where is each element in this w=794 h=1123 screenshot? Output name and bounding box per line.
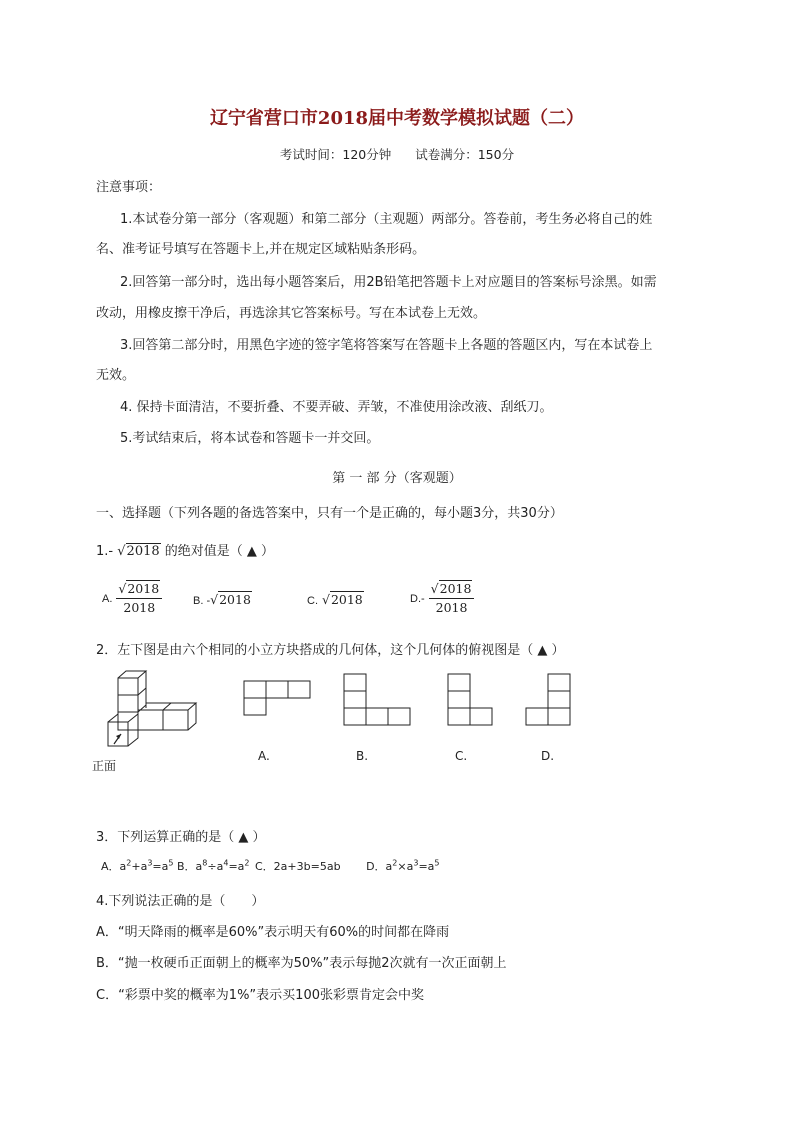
q1-prefix: 1.- xyxy=(96,544,114,559)
q1-d-denominator: 2018 xyxy=(435,600,468,615)
note-line-8: 5.考试结束后，将本试卷和答题卡一并交回。 xyxy=(120,431,380,446)
exam-score: 试卷满分：150分 xyxy=(415,147,515,162)
q3-option-b: B．$a^8\div a^4=a^2$ xyxy=(176,858,250,873)
q1-b-radicand: 2018 xyxy=(219,592,251,607)
q1-option-c xyxy=(307,592,364,607)
question-3: 3．下列运算正确的是（ ▲ ） xyxy=(96,830,266,845)
q1-d-numerator: 2018 xyxy=(439,581,472,596)
note-line-5: 3.回答第二部分时，用黑色字迹的签字笔将答案写在答题卡上各题的答题区内，写在本试卷上 xyxy=(120,338,653,353)
q2-view-c xyxy=(447,673,497,729)
q1-suffix: 的绝对值是（ ▲ ） xyxy=(164,544,275,559)
radical-icon: √ xyxy=(430,581,439,596)
q1-c-label: C. xyxy=(307,595,318,607)
radical-icon: √ xyxy=(210,592,219,607)
q4-option-a: A．“明天降雨的概率是60%”表示明天有60%的时间都在降雨 xyxy=(96,925,450,940)
notes-heading: 注意事项： xyxy=(96,180,162,195)
question-2: 2．左下图是由六个相同的小立方块搭成的几何体，这个几何体的俯视图是（ ▲ ） xyxy=(96,643,565,658)
note-line-4: 改动，用橡皮擦干净后，再选涂其它答案标号。写在本试卷上无效。 xyxy=(96,306,487,321)
q1-radicand: 2018 xyxy=(126,544,160,559)
q1-a-denominator: 2018 xyxy=(123,600,156,615)
q2-view-b xyxy=(343,673,415,729)
q1-c-radicand: 2018 xyxy=(330,592,363,607)
q3-option-d: D．$a^2\times a^3=a^5$ xyxy=(366,858,440,873)
question-1 xyxy=(96,540,274,559)
radical-icon: √ xyxy=(117,544,126,559)
q2-front-label: 正面 xyxy=(92,759,117,773)
q1-a-fraction xyxy=(116,580,162,617)
q1-a-label: A. xyxy=(102,593,113,605)
q2-view-a xyxy=(243,680,313,720)
q2-view-d xyxy=(525,673,575,729)
q3-options xyxy=(101,858,440,874)
section1-heading: 一、选择题（下列各题的备选答案中，只有一个是正确的，每小题3分，共30分） xyxy=(96,506,563,521)
page-title: 辽宁省营口市2018届中考数学模拟试题（二） xyxy=(209,108,585,129)
note-line-3: 2.回答第一部分时，选出每小题答案后，用2B铅笔把答题卡上对应题目的答案标号涂黑。如需 xyxy=(120,275,657,290)
q3-option-a: A．$a^2+a^3=a^5$ xyxy=(101,858,174,873)
q1-option-d xyxy=(410,580,474,617)
radical-icon: √ xyxy=(118,581,127,596)
q2-label-b: B. xyxy=(356,749,369,763)
q4-option-b: B．“抛一枚硬币正面朝上的概率为50%”表示每抛2次就有一次正面朝上 xyxy=(96,956,507,971)
q2-label-a: A. xyxy=(258,749,270,763)
exam-info xyxy=(0,145,794,163)
q1-a-numerator: 2018 xyxy=(127,581,160,596)
q3-option-c: C．2a+3b=5ab xyxy=(255,860,341,873)
note-line-7: 4. 保持卡面清洁，不要折叠、不要弄破、弄皱，不准使用涂改液、刮纸刀。 xyxy=(120,400,553,415)
q2-solid-figure xyxy=(96,668,206,768)
note-line-1: 1.本试卷分第一部分（客观题）和第二部分（主观题）两部分。答卷前，考生务必将自己的姓 xyxy=(120,212,653,227)
exam-time: 考试时间：120分钟 xyxy=(279,147,392,162)
q1-d-fraction xyxy=(429,580,475,617)
q1-b-label: B. - xyxy=(193,595,211,607)
note-line-6: 无效。 xyxy=(96,368,136,383)
q1-option-b xyxy=(193,592,252,607)
q4-option-c: C．“彩票中奖的概率为1%”表示买100张彩票肯定会中奖 xyxy=(96,988,424,1003)
question-4: 4.下列说法正确的是（ ） xyxy=(96,894,265,909)
q1-option-a xyxy=(102,580,162,617)
q2-label-c: C. xyxy=(455,749,468,763)
part1-heading: 第 一 部 分（客观题） xyxy=(332,471,462,486)
note-line-2: 名、准考证号填写在答题卡上,并在规定区域粘贴条形码。 xyxy=(96,242,426,257)
q2-label-d: D. xyxy=(541,749,555,763)
q1-d-label: D.- xyxy=(410,593,425,605)
radical-icon: √ xyxy=(321,592,330,607)
